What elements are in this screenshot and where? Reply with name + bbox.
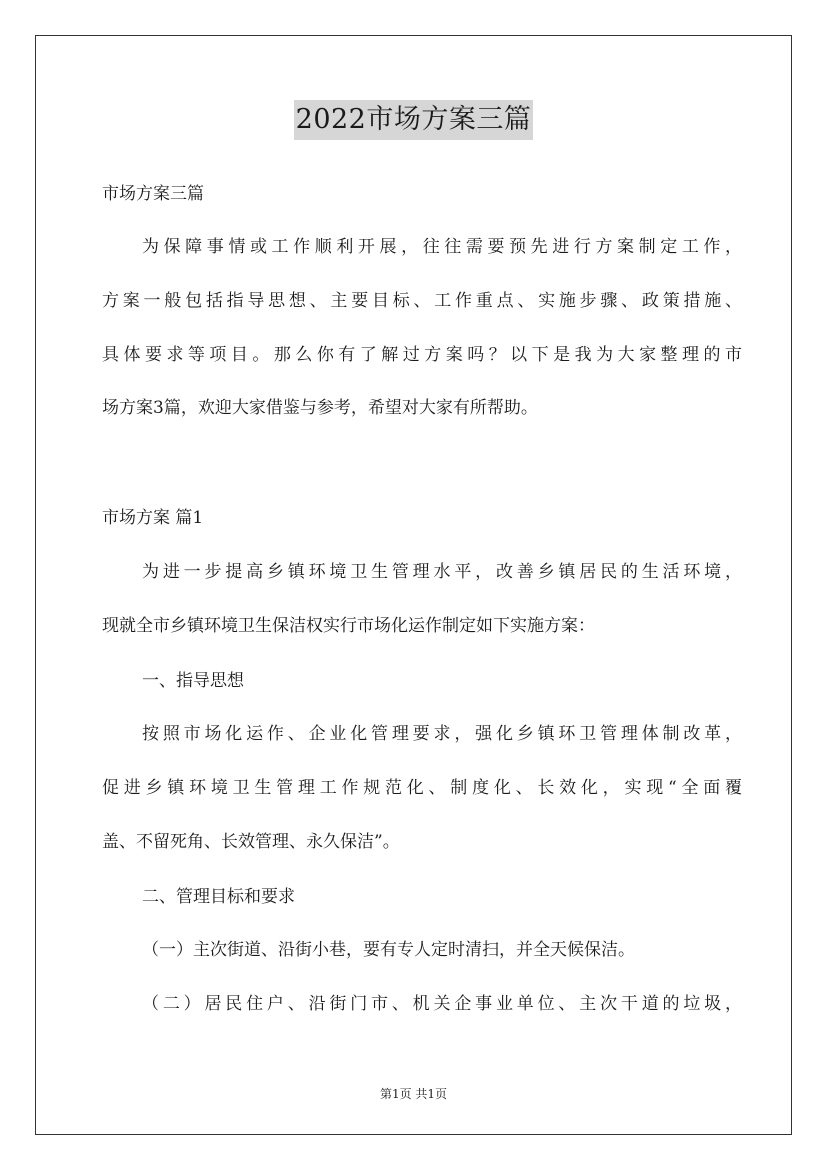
subsection-heading: 二、管理目标和要求	[142, 887, 295, 907]
paragraph-line: 促进乡镇环境卫生管理工作规范化、制度化、长效化，实现“全面覆	[102, 778, 742, 798]
section-heading: 市场方案 篇1	[102, 508, 204, 528]
paragraph-line: 场方案3篇，欢迎大家借鉴与参考，希望对大家有所帮助。	[102, 398, 538, 418]
section-heading: 市场方案三篇	[102, 184, 204, 204]
subsection-heading: 一、指导思想	[142, 671, 244, 691]
paragraph-line: 盖、不留死角、长效管理、永久保洁”。	[102, 832, 400, 852]
page-footer: 第1页 共1页	[379, 1087, 448, 1101]
paragraph-line: 为进一步提高乡镇环境卫生管理水平，改善乡镇居民的生活环境，	[142, 562, 742, 582]
paragraph-line: （二）居民住户、沿街门市、机关企事业单位、主次干道的垃圾，	[142, 994, 742, 1014]
document-title: 2022市场方案三篇	[294, 100, 534, 140]
paragraph-line: 为保障事情或工作顺利开展，往往需要预先进行方案制定工作，	[142, 237, 742, 257]
paragraph-line: 现就全市乡镇环境卫生保洁权实行市场化运作制定如下实施方案：	[102, 616, 595, 636]
paragraph-line: 方案一般包括指导思想、主要目标、工作重点、实施步骤、政策措施、	[102, 291, 742, 311]
paragraph-line: 按照市场化运作、企业化管理要求，强化乡镇环卫管理体制改革，	[142, 724, 742, 744]
paragraph-line: （一）主次街道、沿街小巷，要有专人定时清扫，并全天候保洁。	[142, 940, 635, 960]
title-container	[0, 100, 827, 140]
paragraph-line: 具体要求等项目。那么你有了解过方案吗？以下是我为大家整理的市	[102, 345, 742, 365]
